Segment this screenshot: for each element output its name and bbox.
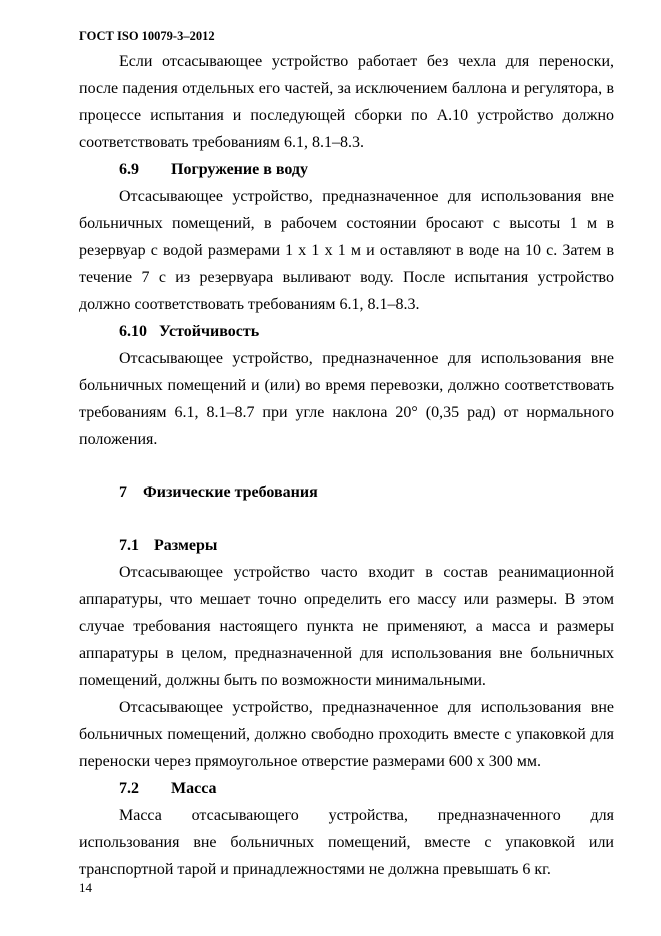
section-number: 7.2 [119, 780, 139, 797]
spacer [79, 506, 614, 532]
paragraph-7-1-a: Отсасывающее устройство часто входит в состав реанимационной аппаратуры, что мешает точно определить его массу или размеры. В этом случае требования настоящего пункта не применяют, а масса и размеры аппаратуры в целом, предназначенной для использования вне больничных помещений, должны быть по возможности минимальными. [79, 564, 614, 689]
section-number: 7.1 [119, 537, 139, 554]
section-title: Физические требования [143, 484, 318, 501]
section-heading-7 [79, 479, 614, 506]
spacer [79, 453, 614, 479]
page-content [79, 48, 614, 883]
section-heading-6-10 [79, 318, 614, 345]
section-title: Устойчивость [159, 323, 260, 340]
paragraph-7-1-b: Отсасывающее устройство, предназначенное для использования вне больничных помещений, должно свободно проходить вместе с упаковкой для переноски через прямоугольное отверстие размерами 600 х 300 мм. [79, 699, 614, 770]
section-title: Размеры [154, 537, 218, 554]
paragraph-6-9: Отсасывающее устройство, предназначенное для использования вне больничных помещений, в рабочем состоянии бросают с высоты 1 м в резервуар с водой размерами 1 х 1 х 1 м и оставляют в воде на 10 с. Затем в течение 7 с из резервуара выливают воду. После испытания устройство должно соответствовать требованиям 6.1, 8.1–8.3. [79, 188, 614, 313]
paragraph-intro: Если отсасывающее устройство работает без чехла для переноски, после падения отдельных его частей, за исключением баллона и регулятора, в процессе испытания и последующей сборки по А.10 устройство должно соответствовать требованиям 6.1, 8.1–8.3. [79, 53, 614, 151]
paragraph-6-10: Отсасывающее устройство, предназначенное для использования вне больничных помещений и (или) во время перевозки, должно соответствовать требованиям 6.1, 8.1–8.7 при угле наклона 20° (0,35 рад) от нормального положения. [79, 350, 614, 448]
section-heading-7-1 [79, 532, 614, 559]
section-number: 6.10 [119, 323, 147, 340]
section-heading-7-2 [79, 775, 614, 802]
section-title: Погружение в воду [171, 161, 309, 178]
document-header: ГОСТ ISO 10079-3–2012 [79, 29, 215, 43]
section-number: 6.9 [119, 161, 139, 178]
section-heading-6-9 [79, 156, 614, 183]
page-number: 14 [79, 880, 92, 895]
section-title: Масса [171, 780, 217, 797]
paragraph-7-2: Масса отсасывающего устройства, предназначенного для использования вне больничных помещений, вместе с упаковкой или транспортной тарой и принадлежностями не должна превышать 6 кг. [79, 807, 614, 878]
section-number: 7 [119, 484, 127, 501]
